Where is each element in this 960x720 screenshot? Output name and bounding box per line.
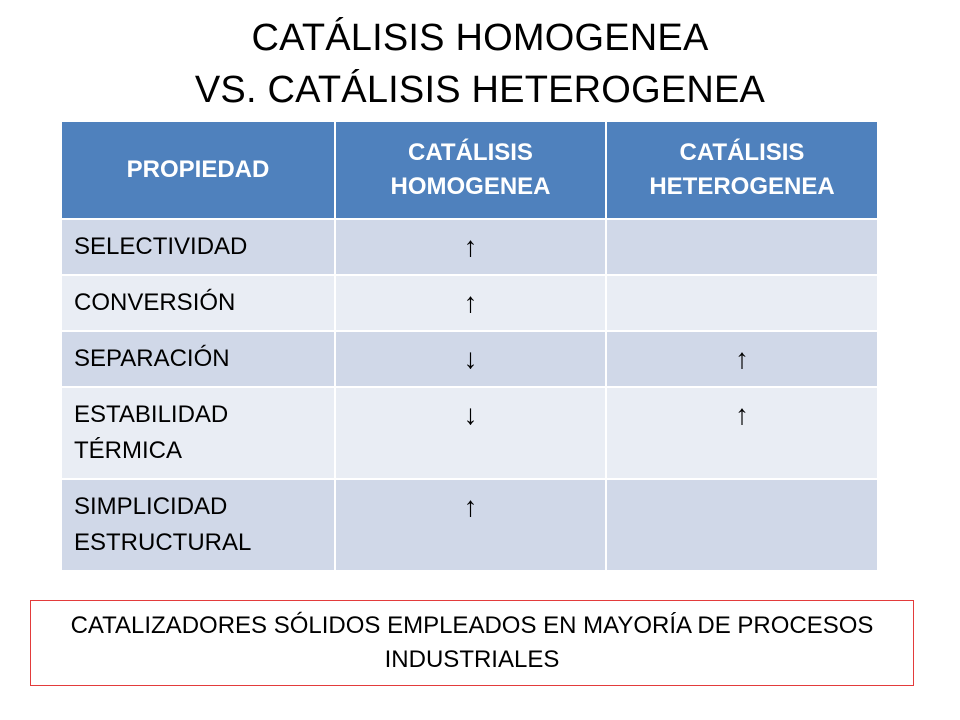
row-homogenea-value: ↑ bbox=[335, 219, 606, 275]
table-row bbox=[61, 331, 878, 387]
header-catalisis-homogenea: CATÁLISIS HOMOGENEA bbox=[335, 121, 606, 219]
row-property: ESTABILIDAD TÉRMICA bbox=[61, 387, 335, 479]
row-homogenea-value: ↑ bbox=[335, 479, 606, 571]
row-heterogenea-value bbox=[606, 479, 878, 571]
row-property: SIMPLICIDAD ESTRUCTURAL bbox=[61, 479, 335, 571]
header-propiedad: PROPIEDAD bbox=[61, 121, 335, 219]
row-property: SEPARACIÓN bbox=[61, 331, 335, 387]
row-property: CONVERSIÓN bbox=[61, 275, 335, 331]
slide-title bbox=[0, 12, 960, 116]
row-heterogenea-value bbox=[606, 275, 878, 331]
row-heterogenea-value: ↑ bbox=[606, 331, 878, 387]
table-row bbox=[61, 219, 878, 275]
row-heterogenea-value bbox=[606, 219, 878, 275]
row-property: SELECTIVIDAD bbox=[61, 219, 335, 275]
row-homogenea-value: ↓ bbox=[335, 331, 606, 387]
table-row bbox=[61, 479, 878, 571]
row-homogenea-value: ↓ bbox=[335, 387, 606, 479]
note-box: CATALIZADORES SÓLIDOS EMPLEADOS EN MAYORÍA DE PROCESOS INDUSTRIALES bbox=[30, 600, 914, 686]
slide-title-line-2: VS. CATÁLISIS HETEROGENEA bbox=[194, 69, 766, 111]
table-row bbox=[61, 275, 878, 331]
row-heterogenea-value: ↑ bbox=[606, 387, 878, 479]
table-header-row bbox=[61, 121, 878, 219]
comparison-table bbox=[60, 120, 879, 572]
table-row bbox=[61, 387, 878, 479]
header-catalisis-heterogenea: CATÁLISIS HETEROGENEA bbox=[606, 121, 878, 219]
slide-title-line-1: CATÁLISIS HOMOGENEA bbox=[251, 17, 709, 59]
row-homogenea-value: ↑ bbox=[335, 275, 606, 331]
